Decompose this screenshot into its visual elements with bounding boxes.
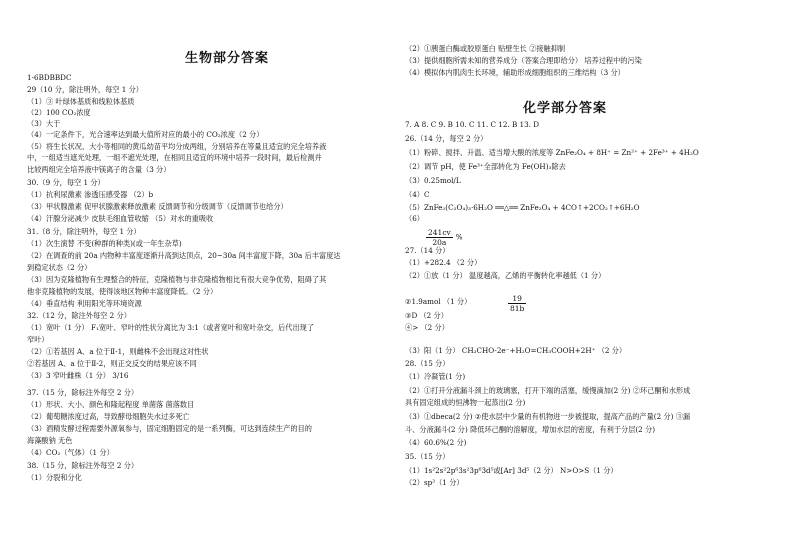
biology-answer-line: （4）一定条件下，光合速率达到最大值所对应的最小的 CO₂浓度（2 分） <box>27 130 264 139</box>
chemistry-answer-line: 28.（15 分） <box>405 359 450 368</box>
biology-answer-line: （2）葡萄糖浓度过高，导致酵母细胞失水过多死亡 <box>27 412 190 421</box>
biology-answer-line: 31.（8 分，除注明外，每空 1 分） <box>27 227 141 236</box>
biology-answer-line: （2）①若基因 A、a 位于Ⅱ-1，则雌株不会出现这对性状 <box>27 347 209 356</box>
biology-answer-line: （3）因为克隆植物有生理整合的特征，克隆植物与非克隆植物相比有很大竞争优势，阻碍了其 <box>27 275 327 284</box>
chemistry-answer-line: （1）+282.4 （2 分） <box>405 258 482 267</box>
chemistry-answer-line: （1）1s²2s²2p⁶3s²3p⁶3d⁵或[Ar] 3d⁵（2 分） N>O>S（1 分） <box>405 466 618 475</box>
chemistry-answer-line: （1）冷凝管(1 分) <box>405 372 466 381</box>
biology-answer-cont-line: （3）提供细胞所需未知的营养成分（答案合理即给分） 培养过程中的污染 <box>405 56 642 65</box>
biology-answer-line: （2）在调查的前 20a 内物种丰富度逐渐升高到达顶点，20~30a 间丰富度下降，30a 后丰富度达 <box>27 251 341 260</box>
chemistry-answer-line: （3）阳（1 分） CH₂CHO-2e⁻+H₂O=CH₃COOH+2H⁺ （2 分） <box>405 346 627 355</box>
biology-answer-line: 30.（9 分，每空 1 分） <box>27 178 105 187</box>
chemistry-answer-line: 具有固定组成的恒沸物一起蒸出(2 分) <box>405 398 526 407</box>
biology-answer-line: 37.（15 分，除标注外每空 2 分） <box>27 388 139 397</box>
chemistry-answer-line: （2）sp²（1 分） <box>405 478 464 487</box>
biology-answer-line: 32.（12 分，除注外每空 2 分） <box>27 311 131 320</box>
chemistry-answer-line: 27.（14 分） <box>405 246 450 255</box>
biology-answer-line: （4）CO₂（气体）（1 分） <box>27 448 114 457</box>
fraction-numerator: 241cv <box>428 228 451 237</box>
chemistry-answer-line: （3）①dbeca(2 分) ②使水层中少量的有机物进一步被提取，提高产品的产量(2 分) ③漏 <box>405 412 691 421</box>
biology-answer-line: （5）将生长状况、大小等相同的黄瓜幼苗平均分成两组，分别培养在等量且适宜的完全培养液 <box>27 142 327 151</box>
biology-answer-line: （4）汗腺分泌减少 皮肤毛细血管收缩 （5）对水的重吸收 <box>27 214 214 223</box>
biology-answer-line: 29（10 分，除注明外，每空 1 分） <box>27 85 143 94</box>
chemistry-answer-line: 斗、分液漏斗(2 分) 降低环己酮的溶解度，增加水层的密度，有利于分层(2 分) <box>405 425 656 434</box>
biology-answer-line: （3）大于 <box>27 119 61 128</box>
biology-answer-line: （1）宽叶（1 分） F₁宽叶、窄叶的性状分离比为 3:1（或者宽叶和宽叶杂交，后代出现了 <box>27 323 315 332</box>
fraction-denominator: 20a <box>432 238 447 247</box>
biology-answer-line: （1）③ 叶绿体基质和线粒体基质 <box>27 97 135 106</box>
biology-answer-line: 38.（15 分，除标注外每空 2 分） <box>27 461 139 470</box>
chemistry-answer-line: 7. A 8. C 9. B 10. C 11. C 12. B 13. D <box>405 120 540 129</box>
chemistry-answer-line: ③D （2 分） <box>405 311 448 320</box>
biology-answer-line: （3）甲状腺激素 促甲状腺激素释放激素 反馈调节和分级调节（反馈调节也给分） <box>27 202 288 211</box>
chemistry-answer-line: （5）ZnFe₂(C₂O₄)₃·6H₂O ══△══ ZnFe₂O₄ + 4CO↑+2CO₂↑+6H₂O <box>405 203 640 212</box>
biology-answer-line: （3）酒精发酵过程需要外源氧参与，固定细胞固定的是一系列酶，可达到连续生产的目的 <box>27 424 312 433</box>
chemistry-answer-line: （2）调节 pH，使 Fe³⁺全部转化为 Fe(OH)₃除去 <box>405 162 566 171</box>
chemistry-answer-line: （3）0.25mol/L <box>405 176 461 185</box>
biology-answer-line: 1-6BDBBDC <box>27 73 72 82</box>
chemistry-answer-line: （1）粉碎、搅拌、升温、适当增大酸的浓度等 ZnFe₂O₄ + 8H⁺ = Zn²⁺ + 2Fe³⁺ + 4H₂O <box>405 148 699 157</box>
biology-answer-line: （4）垂直结构 利用阳光等环境资源 <box>27 299 142 308</box>
biology-answer-line: （1）分裂和分化 <box>27 473 82 482</box>
chemistry-answer-line: （6） <box>405 214 424 223</box>
chemistry-title: 化学部分答案 <box>523 101 608 116</box>
chemistry-answer-line: ④> （2 分） <box>405 323 449 332</box>
chemistry-answer-line: （2）①放（1 分） 温度越高，乙烯的平衡转化率越低（1 分） <box>405 271 606 280</box>
biology-answer-line: （3）3 窄叶雌株（1 分） 3/16 <box>27 371 129 380</box>
chemistry-answer-line: 26.（14 分，每空 2 分） <box>405 134 488 143</box>
fraction-q27-2 <box>505 294 529 313</box>
biology-answer-line: ②若基因 A、a 位于Ⅱ-2，则正交反交的结果应该不同 <box>27 359 197 368</box>
biology-answer-line: （1）形状、大小、颜色和隆起程度 单菌落 菌落数目 <box>27 400 195 409</box>
biology-answer-line: 他非克隆植物的发展，使得该地区物种丰富度降低。（2 分） <box>27 287 218 296</box>
biology-answer-line: 到稳定状态（2 分） <box>27 263 92 272</box>
biology-answer-cont-line: （4）模拟体内肌肉生长环境，辅助形成细胞组织的三维结构（3 分） <box>405 68 625 77</box>
chemistry-answer-line: （4）C <box>405 190 430 199</box>
chemistry-answer-line: 35.（15 分） <box>405 452 450 461</box>
biology-answer-line: 窄叶） <box>27 335 49 344</box>
chemistry-answer-line: ②1.9amol （1 分） <box>405 297 472 306</box>
biology-answer-line: （1）抗利尿激素 渗透压感受器 （2）b <box>27 190 154 199</box>
fraction-numerator: 19 <box>508 294 526 304</box>
chemistry-answer-line: （4）60.6%(2 分) <box>405 438 467 447</box>
biology-answer-cont-line: （2）①胰蛋白酶或胶原蛋白 贴壁生长 ②接触抑制 <box>405 44 566 53</box>
fraction-q26-6 <box>423 228 463 247</box>
fraction-denominator: 81b <box>510 304 525 313</box>
biology-answer-line: 比较两组完全培养液中镁离子的含量（3 分） <box>27 165 171 174</box>
biology-title: 生物部分答案 <box>185 51 270 66</box>
chemistry-answer-line: （2）①打开分液漏斗颈上的玻璃塞，打开下端的活塞，缓慢滴加(2 分) ②环己酮和水形成 <box>405 386 691 395</box>
biology-answer-line: （1）次生演替 不变(种群的种类)(或一年生杂草) <box>27 239 182 248</box>
biology-answer-line: （2）100 CO₂浓度 <box>27 108 91 117</box>
biology-answer-line: 中，一组适当遮光处理，一组不遮光处理，在相同且适宜的环境中培养一段时间，最后检测并 <box>27 153 322 162</box>
fraction-unit: % <box>455 232 463 242</box>
biology-answer-line: 海藻酸钠 无色 <box>27 436 73 445</box>
